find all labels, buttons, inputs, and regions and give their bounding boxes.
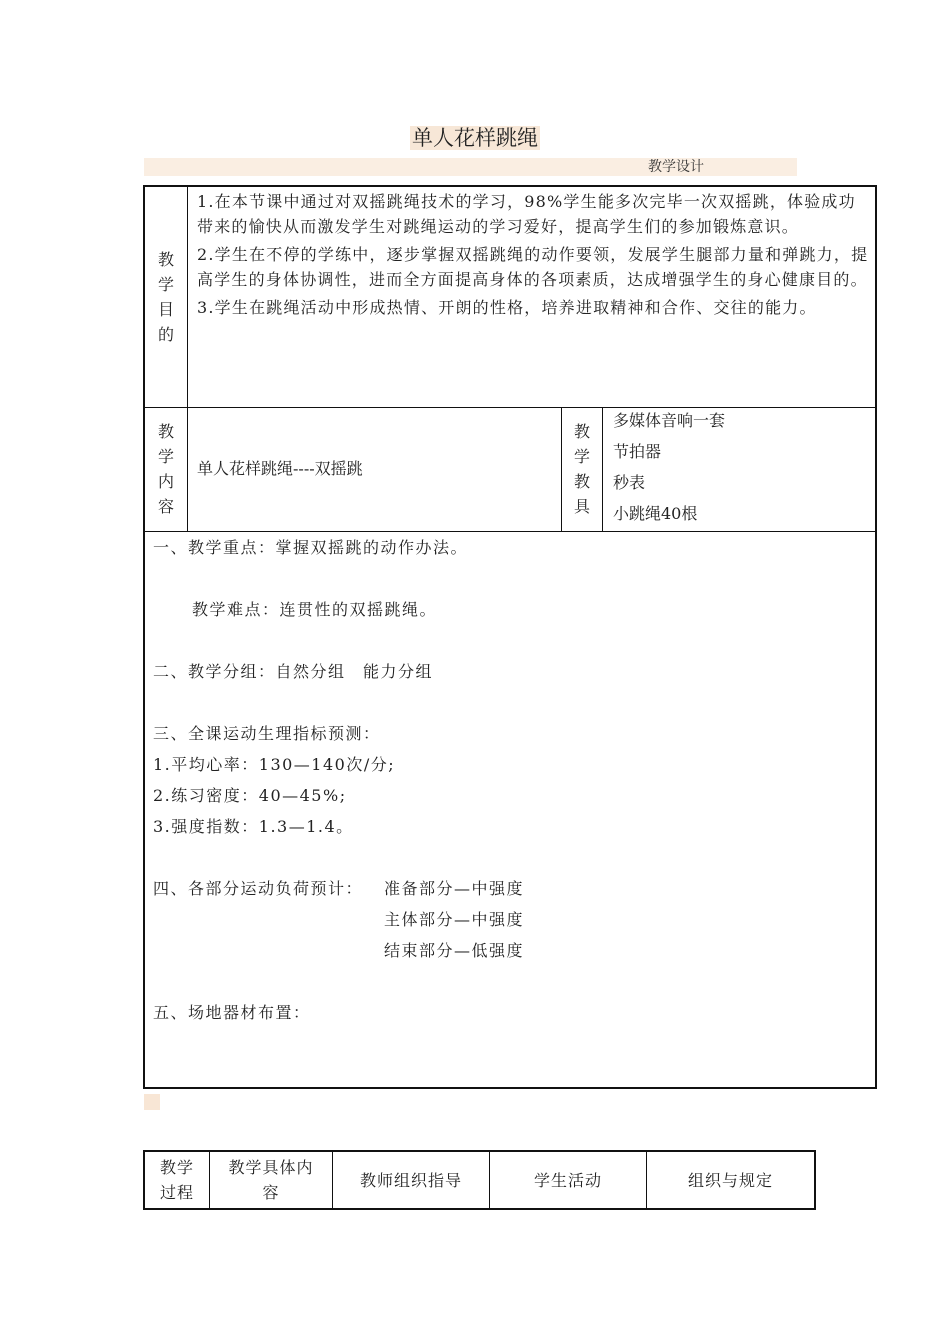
venue-layout: 五、场地器材布置： [153,1003,311,1022]
tools-list [613,407,725,531]
load-prep: 准备部分—中强度 [384,879,525,898]
header-rules: 组织与规定 [687,1170,773,1190]
header-teacher: 教师组织指导 [333,1152,490,1208]
load-end: 结束部分—低强度 [384,941,525,960]
physio-title: 三、全课运动生理指标预测： [153,724,381,743]
key-point: 一、教学重点：掌握双摇跳的动作办法。 [153,538,469,557]
decorative-mark [144,1094,160,1110]
content-row [145,407,875,532]
header-content: 教学具体内容 [210,1152,333,1208]
document-title: 单人花样跳绳 [412,126,538,150]
load-title: 四、各部分运动负荷预计： [153,879,364,898]
tools-label: 教学教具 [562,407,603,531]
goal-item: 1.在本节课中通过对双摇跳绳技术的学习，98%学生能多次完毕一次双摇跳，体验成功带来的愉快从而激发学生对跳绳运动的学习爱好，提高学生们的参加锻炼意识。 [197,192,856,236]
physio-intensity: 3.强度指数：1.3—1.4。 [153,817,354,836]
content-label: 教学内容 [145,407,188,531]
goals-row [145,187,875,408]
tool-item: 多媒体音响一套 [613,411,726,430]
tool-item: 节拍器 [613,442,662,461]
load-main: 主体部分—中强度 [384,910,525,929]
header-student: 学生活动 [490,1152,647,1208]
subtitle-bar [144,158,797,176]
physio-heart-rate: 1.平均心率：130—140次/分; [153,755,396,774]
lesson-info-table [143,185,877,1089]
header-process: 教学过程 [145,1152,210,1208]
tool-item: 小跳绳40根 [613,504,698,523]
tool-item: 秒表 [613,473,646,492]
content-value: 单人花样跳绳----双摇跳 [197,459,363,478]
difficulty: 教学难点：连贯性的双摇跳绳。 [192,600,438,619]
goals-label: 教学目的 [145,187,188,407]
goals-text [197,189,869,323]
document-subtitle: 教学设计 [648,159,704,175]
physio-density: 2.练习密度：40—45%; [153,786,347,805]
grouping: 二、教学分组：自然分组 能力分组 [153,662,434,681]
goal-item: 2.学生在不停的学练中，逐步掌握双摇跳绳的动作要领，发展学生腿部力量和弹跳力，提高学生的身体协调性，进而全方面提高身体的各项素质，达成增强学生的身心健康目的。 [197,245,869,289]
goal-item: 3.学生在跳绳活动中形成热情、开朗的性格，培养进取精神和合作、交往的能力。 [197,298,817,317]
process-table-header [143,1150,816,1210]
